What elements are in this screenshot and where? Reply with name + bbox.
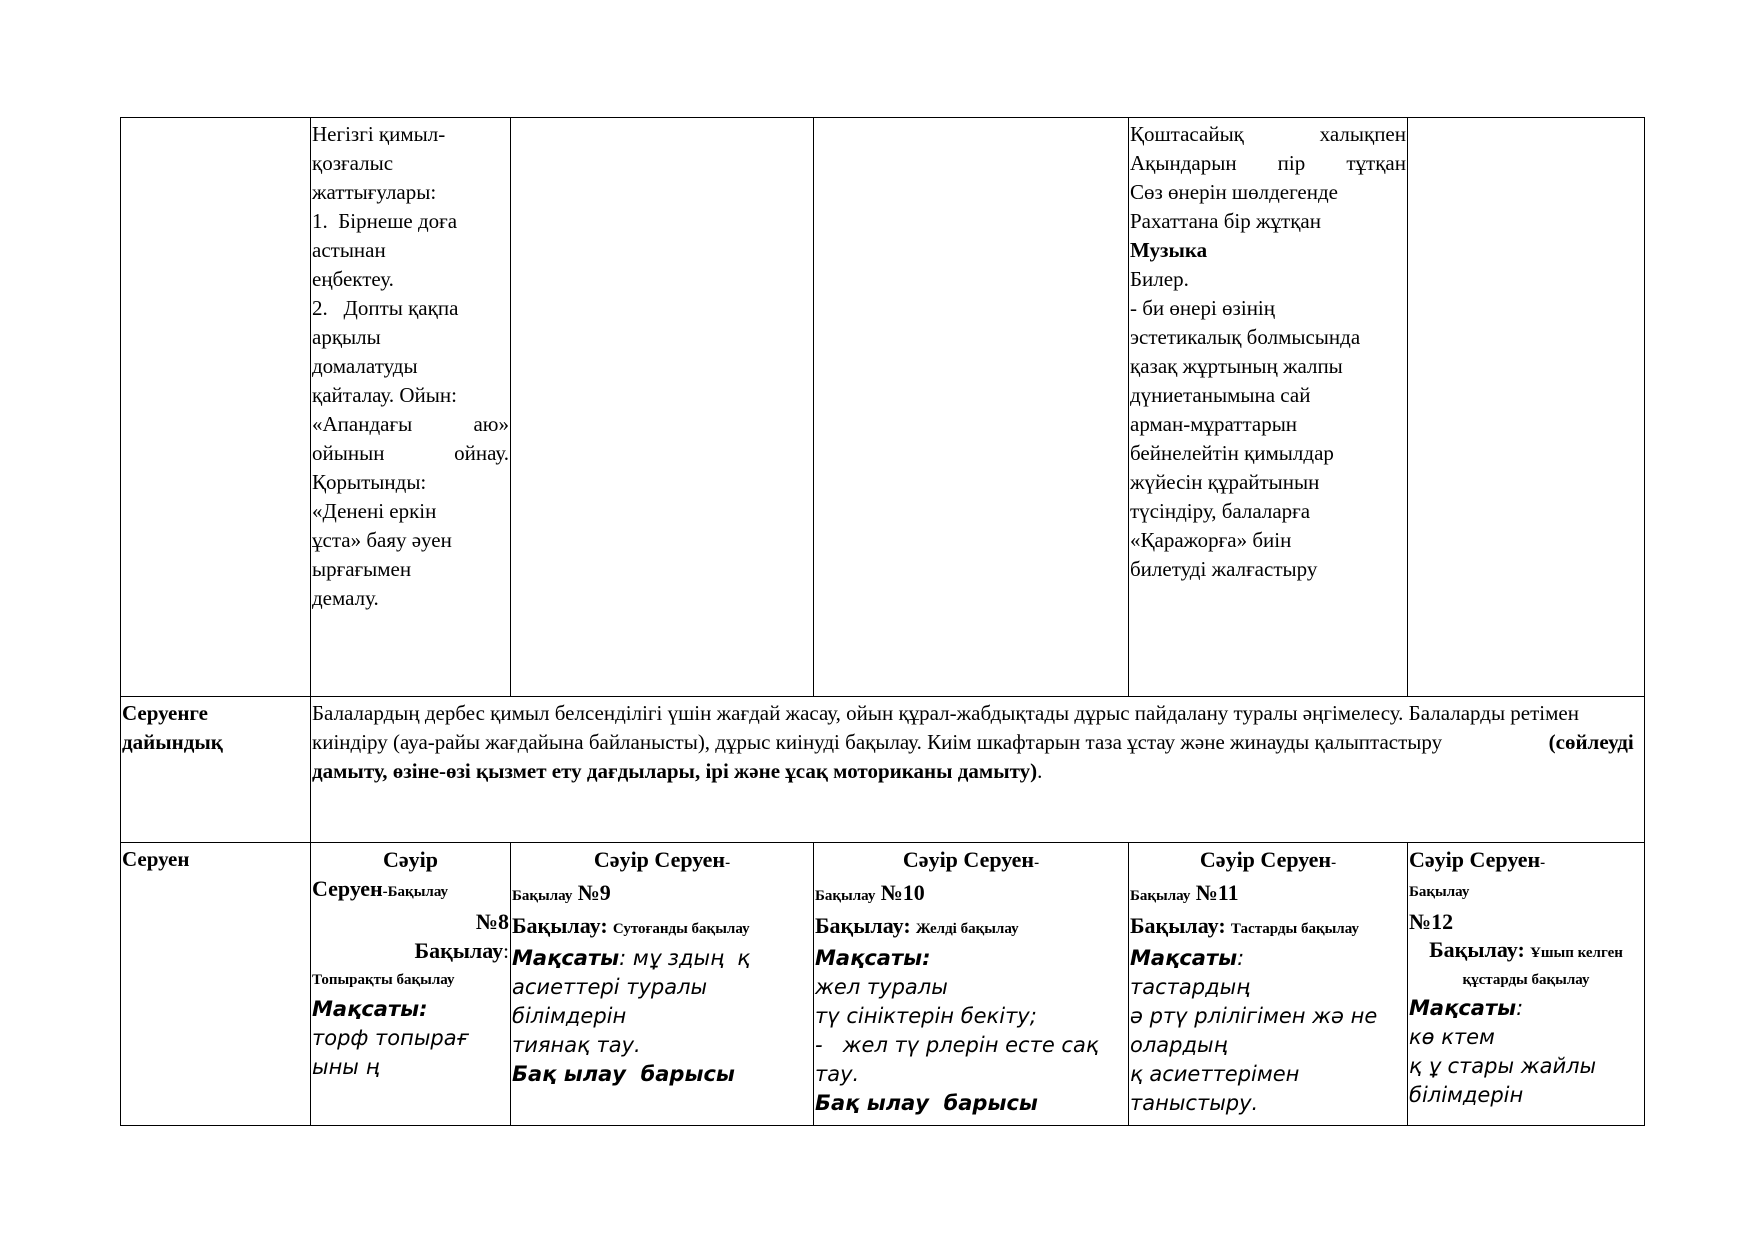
walk-number: №9 <box>577 880 611 905</box>
music-cell <box>1129 118 1408 697</box>
poem-line: Сөз өнерін шөлдегенде <box>1130 180 1338 204</box>
walk-number: №11 <box>1195 880 1239 905</box>
exercise-line: «Денені еркін <box>312 499 437 523</box>
walk-topic: Желді бақылау <box>915 921 1019 937</box>
walk-topic: Тастарды бақылау <box>1230 921 1359 937</box>
music-line: Билер. <box>1130 267 1189 291</box>
walk-topic: Ұшып келген құстарды бақылау <box>1462 945 1623 988</box>
walk-label: Серуен <box>121 843 311 1126</box>
empty-cell <box>511 118 814 697</box>
exercise-line: еңбектеу. <box>312 267 394 291</box>
walk-cell-11: Сәуір Серуен- Бақылау №11 Бақылау: Тастарды бақылау Мақсаты: тастардың ә ртү рлілігімен жә не олардың қ асиеттерімен таныстыру. <box>1129 843 1408 1126</box>
walk-preparation-skills: (сөйлеуді дамыту, өзіне-өзі қызмет ету дағдылары, ірі және ұсақ моториканы дамыту) <box>312 730 1634 783</box>
music-line: арман-мұраттарын <box>1130 412 1298 436</box>
exercise-line: «Апандағы аю» <box>312 412 509 436</box>
walk-number: №8 <box>475 909 509 934</box>
exercise-line: ұста» баяу әуен <box>312 528 452 552</box>
music-line: түсіндіру, балаларға <box>1130 499 1311 523</box>
poem-line: Қоштасайық халықпен <box>1130 122 1406 146</box>
exercise-line: астынан <box>312 238 386 262</box>
poem-line: Ақындарын пір тұтқан <box>1130 151 1406 175</box>
exercise-line: қозғалыс <box>312 151 394 175</box>
activities-row <box>121 118 1645 697</box>
music-line: жүйесін құрайтынын <box>1130 470 1320 494</box>
walk-number: №10 <box>880 880 925 905</box>
goal-label: Мақсаты: <box>312 997 428 1021</box>
exercise-line: 1. Бірнеше доға <box>312 209 458 233</box>
walk-row <box>121 843 1645 1126</box>
walk-number: №12 <box>1409 909 1454 934</box>
music-line: билетуді жалғастыру <box>1130 557 1318 581</box>
music-line: эстетикалық болмысында <box>1130 325 1361 349</box>
poem-line: Рахаттана бір жұтқан <box>1130 209 1321 233</box>
walk-preparation-text: Балалардың дербес қимыл белсенділігі үшін жағдай жасау, ойын құрал-жабдықтады дұрыс пайдалану туралы әңгімелесу. Балаларды ретімен киіндіру (ауа-райы жағдайына байланысты), дұрыс киінуді бақылау. Киім шкафтарын таза ұстау және жинауды қалыптастыру (сөйлеуді дамыту, өзіне-өзі қызмет ету дағдылары, ірі және ұсақ моториканы дамыту). <box>311 697 1645 843</box>
walk-cell-12: Сәуір Серуен- Бақылау №12 Бақылау: Ұшып келген құстарды бақылау Мақсаты: кө ктем қ ұ стары жайлы білімдерін <box>1408 843 1645 1126</box>
music-line: қазақ жұртының жалпы <box>1130 354 1343 378</box>
walk-preparation-body: Балалардың дербес қимыл белсенділігі үшін жағдай жасау, ойын құрал-жабдықтады дұрыс пайдалану туралы әңгімелесу. Балаларды ретімен киіндіру (ауа-райы жағдайына байланысты), дұрыс киінуді бақылау. Киім шкафтарын таза ұстау және жинауды қалыптастыру <box>312 701 1579 754</box>
exercise-line: домалатуды <box>312 354 418 378</box>
music-line: - би өнері өзінің <box>1130 296 1276 320</box>
exercise-line: Негізгі қимыл- <box>312 122 446 146</box>
row1-label-cell <box>121 118 311 697</box>
exercise-line: ойынын ойнау. <box>312 441 509 465</box>
walk-topic: Сутоғанды бақылау <box>612 921 750 937</box>
course-label: Бақ ылау барысы <box>815 1091 1038 1115</box>
course-label: Бақ ылау барысы <box>512 1062 735 1086</box>
exercise-line: демалу. <box>312 586 379 610</box>
walk-preparation-label: Серуенге дайындық <box>121 697 311 843</box>
walk-cell-8: Сәуір Серуен-Бақылау №8 Бақылау: Топырақты бақылау Мақсаты: торф топырағ ыны ң <box>311 843 511 1126</box>
plan-table <box>120 117 1645 1126</box>
music-line: дүниетанымына сай <box>1130 383 1311 407</box>
exercise-line: жаттығулары: <box>312 180 437 204</box>
goal-label: Мақсаты: <box>815 946 931 970</box>
empty-cell <box>1408 118 1645 697</box>
exercise-line: қайталау. Ойын: <box>312 383 457 407</box>
music-line: «Қаражорға» биін <box>1130 528 1292 552</box>
exercise-line: ырғағымен <box>312 557 412 581</box>
walk-preparation-row <box>121 697 1645 843</box>
goal-label: Мақсаты <box>1130 946 1238 970</box>
goal-label: Мақсаты <box>512 946 620 970</box>
music-title: Музыка <box>1130 238 1208 262</box>
exercise-line: 2. Допты қақпа <box>312 296 459 320</box>
exercises-cell <box>311 118 511 697</box>
empty-cell <box>814 118 1129 697</box>
walk-topic: Топырақты бақылау <box>312 972 455 988</box>
exercise-line: Қорытынды: <box>312 470 427 494</box>
walk-cell-9: Сәуір Серуен- Бақылау №9 Бақылау: Сутоғанды бақылау Мақсаты: мұ здың қ асиеттері туралы білімдерін тиянақ тау. Бақ ылау барысы <box>511 843 814 1126</box>
goal-label: Мақсаты <box>1409 996 1517 1020</box>
music-line: бейнелейтін қимылдар <box>1130 441 1334 465</box>
exercise-line: арқылы <box>312 325 381 349</box>
walk-cell-10: Сәуір Серуен- Бақылау №10 Бақылау: Желді бақылау Мақсаты: жел туралы тү сініктерін бекіту; - жел тү рлерін есте сақ тау. Бақ ылау барысы <box>814 843 1129 1126</box>
